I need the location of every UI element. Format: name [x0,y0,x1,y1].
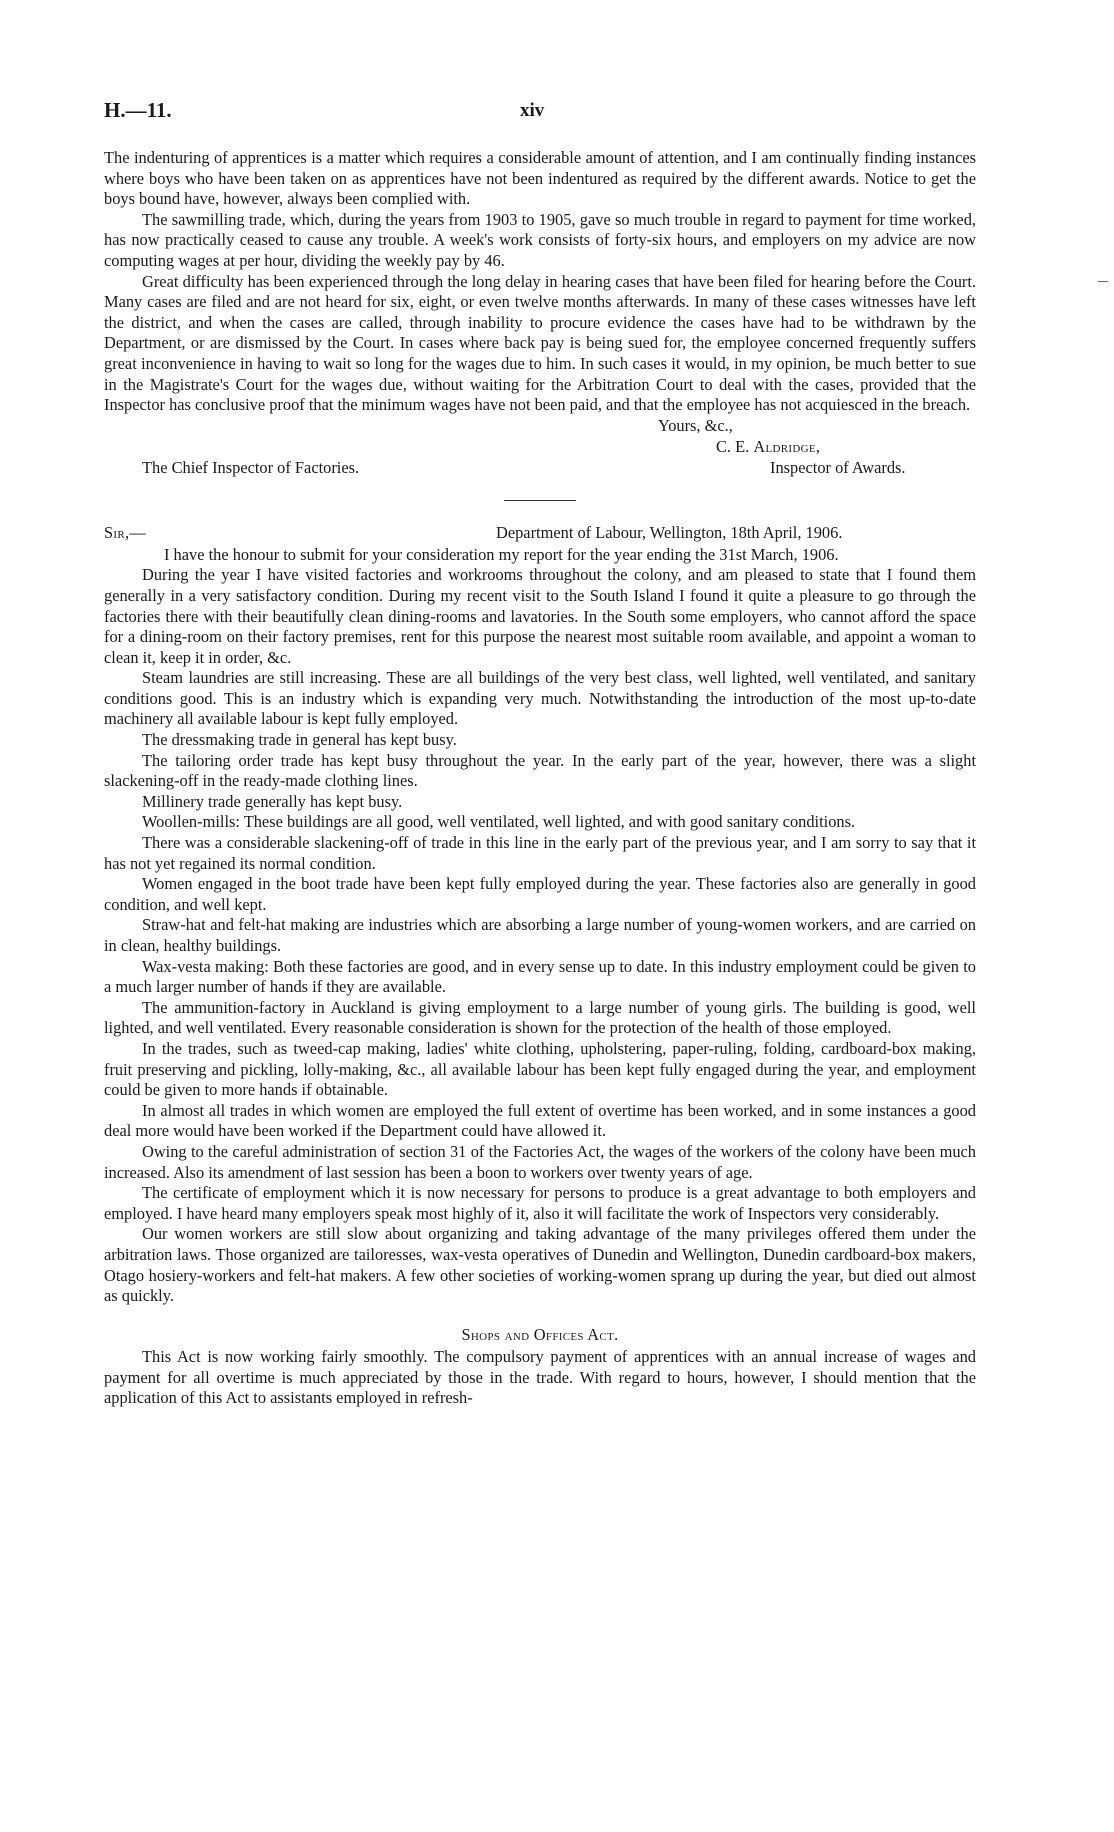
letter-closing [104,416,976,478]
paragraph: During the year I have visited factories and workrooms throughout the colony, and am pleased to state that I found them generally in a very satisfactory condition. During my recent visit to the South Island I found it quite a pleasure to go through the factories there with their beautifully clean dining-rooms and lavatories. In the South some employers, who cannot afford the space for a dining-room on their factory premises, rent for this purpose the nearest most suitable room available, and appoint a woman to clean it, keep it in order, &c. [104,565,976,667]
paragraph: The tailoring order trade has kept busy throughout the year. In the early part of the year, however, there was a slight slackening-off in the ready-made clothing lines. [104,750,976,791]
signer-initials: C. E. [716,436,750,456]
paragraph: The indenturing of apprentices is a matter which requires a considerable amount of attention, and I am continually finding instances where boys who have been taken on as apprentices have not been indentured as required by the different awards. Notice to get the boys bound have, however, always been complied with. [104,148,976,209]
paragraph: In almost all trades in which women are employed the full extent of overtime has been worked, and in some instances a good deal more would have been worked if the Department could have allowed it. [104,1100,976,1141]
paragraph: The sawmilling trade, which, during the years from 1903 to 1905, gave so much trouble in regard to payment for time worked, has now practically ceased to cause any trouble. A week's work consists of forty-six hours, and employers on my advice are now computing wages at per hour, dividing the weekly pay by 46. [104,209,976,270]
paragraph: Women engaged in the boot trade have been kept fully employed during the year. These factories also are generally in good condition, and well kept. [104,874,976,914]
paragraph: Owing to the careful administration of section 31 of the Factories Act, the wages of the workers of the colony have been much increased. Also its amendment of last session has been a boon to workers over twenty years of age. [104,1141,976,1182]
paper-reference: H.—11. [104,98,172,122]
paragraph: The ammunition-factory in Auckland is giving employment to a large number of young girls. The building is good, well lighted, and well ventilated. Every reasonable consideration is shown for the protection of the health of those employed. [104,997,976,1038]
margin-mark [1098,281,1108,282]
page-header [104,98,974,128]
salutation: Sir,— [104,522,147,542]
paragraph: The dressmaking trade in general has kept busy. [142,730,457,750]
section-divider [504,500,576,501]
section-heading: Shops and Offices Act. [461,1324,619,1344]
paragraph: I have the honour to submit for your consideration my report for the year ending the 31st March, 1906. [164,544,839,564]
paragraph: Our women workers are still slow about organizing and taking advantage of the many privileges offered them under the arbitration laws. Those organized are tailoresses, wax-vesta operatives of Dunedin and Wellington, Dunedin cardboard-box makers, Otago hosiery-workers and felt-hat makers. A few other societies of working-women sprang up during the year, but died out almost as quickly. [104,1224,976,1306]
paragraph: Millinery trade generally has kept busy. [142,791,403,811]
salutation-line [104,523,976,545]
paragraph: There was a considerable slackening-off of trade in this line in the early part of the previous year, and I am sorry to say that it has not yet regained its normal condition. [104,833,976,873]
paragraph: Great difficulty has been experienced through the long delay in hearing cases that have been filed for hearing before the Court. Many cases are filed and are not heard for six, eight, or even twelve months afterwards. In many of these cases witnesses have left the district, and when the cases are called, through inability to procure evidence the cases have had to be withdrawn by the Department, or are dismissed by the Court. In cases where back pay is being sued for, the employee concerned frequently suffers great inconvenience in having to wait so long for the wages due to him. In such cases it would, in my opinion, be much better to sue in the Magistrate's Court for the wages due, without waiting for the Arbitration Court to deal with the cases, provided that the Inspector has conclusive proof that the minimum wages have not been paid, and that the employee has not acquiesced in the breach. [104,271,976,415]
paragraph: Wax-vesta making: Both these factories are good, and in every sense up to date. In this industry employment could be given to a much larger number of hands if they are available. [104,956,976,997]
paragraph: Woollen-mills: These buildings are all good, well ventilated, well lighted, and with good sanitary conditions. [142,812,856,832]
body-text [104,148,976,1409]
signature-block [716,437,820,458]
valediction: Yours, &c., [658,415,733,435]
paragraph: The certificate of employment which it is now necessary for persons to produce is a great advantage to both employers and employed. I have heard many employers speak most highly of it, also it will facilitate the work of Inspectors very considerably. [104,1183,976,1223]
dateline: Department of Labour, Wellington, 18th April, 1906. [496,522,843,542]
addressee: The Chief Inspector of Factories. [142,457,360,477]
signer-title: Inspector of Awards. [770,457,906,477]
paragraph: In the trades, such as tweed-cap making, ladies' white clothing, upholstering, paper-ruling, folding, cardboard-box making, fruit preserving and pickling, lolly-making, &c., all available labour has been kept fully engaged during the year, and employment could be given to more hands if obtainable. [104,1038,976,1100]
paragraph: Steam laundries are still increasing. These are all buildings of the very best class, well lighted, well ventilated, and sanitary conditions good. This is an industry which is expanding very much. Notwithstanding the introduction of the most up-to-date machinery all available labour is kept fully employed. [104,668,976,729]
signer-surname: Aldridge, [753,436,821,456]
page-number: xiv [520,100,545,121]
paragraph: Straw-hat and felt-hat making are industries which are absorbing a large number of young-women workers, and are carried on in clean, healthy buildings. [104,915,976,955]
paragraph: This Act is now working fairly smoothly. The compulsory payment of apprentices with an annual increase of wages and payment for all overtime is much appreciated by those in the trade. With regard to hours, however, I should mention that the application of this Act to assistants employed in refresh- [104,1347,976,1408]
